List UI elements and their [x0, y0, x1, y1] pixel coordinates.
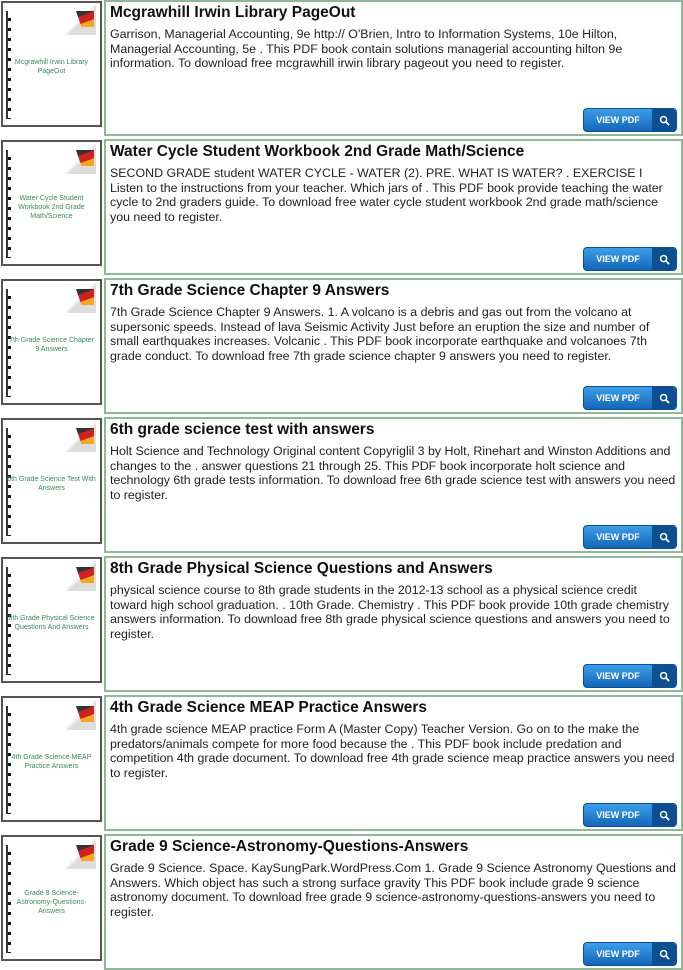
thumbnail-title: 7th Grade Science Chapter 9 Answers [9, 336, 94, 353]
list-item [0, 278, 683, 414]
view-pdf-label: VIEW PDF [596, 254, 640, 264]
view-pdf-button[interactable] [583, 247, 677, 271]
thumbnail-title: Grade 9 Science-Astronomy-Questions-Answers [16, 890, 87, 915]
item-body [104, 556, 683, 692]
item-title[interactable]: Water Cycle Student Workbook 2nd Grade Math/Science [110, 143, 525, 160]
list-item [0, 0, 683, 136]
list-item [0, 556, 683, 692]
search-icon [652, 387, 676, 409]
book-thumbnail[interactable] [1, 696, 102, 822]
book-thumbnail[interactable] [1, 1, 102, 127]
view-pdf-label: VIEW PDF [596, 671, 640, 681]
view-pdf-button[interactable] [583, 108, 677, 132]
thumbnail-title: 6th Grade Science Test With Answers [7, 475, 96, 492]
search-icon [652, 943, 676, 965]
item-body [104, 0, 683, 136]
item-description: SECOND GRADE student WATER CYCLE - WATER (2). PRE. WHAT IS WATER? . EXERCISE I Listen to the instructions from your teacher. Which jars of . This PDF book provide teaching the water cycle to 2nd graders guide. To download free water cycle student workbook 2nd grade math/science you need to register. [110, 166, 663, 224]
item-title[interactable]: Grade 9 Science-Astronomy-Questions-Answers [110, 838, 469, 855]
view-pdf-label: VIEW PDF [596, 532, 640, 542]
list-item [0, 139, 683, 275]
thumbnail-title: Mcgrawhill Irwin Library PageOut [14, 58, 89, 75]
view-pdf-label: VIEW PDF [596, 949, 640, 959]
search-icon [652, 665, 676, 687]
search-icon [652, 248, 676, 270]
item-body [104, 278, 683, 414]
item-description: 4th grade science MEAP practice Form A (Master Copy) Teacher Version. Go on to the make the predators/animals compete for more food because the . This PDF book include predation and competition 4th grade document. To download free 4th grade science meap practice answers you need to register. [110, 722, 675, 780]
item-title[interactable]: 6th grade science test with answers [110, 421, 375, 438]
item-title[interactable]: 4th Grade Science MEAP Practice Answers [110, 699, 428, 716]
book-thumbnail[interactable] [1, 279, 102, 405]
list-item [0, 834, 683, 970]
item-body [104, 417, 683, 553]
view-pdf-label: VIEW PDF [596, 810, 640, 820]
item-description: Grade 9 Science. Space. KaySungPark.WordPress.Com 1. Grade 9 Science Astronomy Questions and Answers. Which object has such a strong surface gravity This PDF book include grade 9 science astronomy document. To download free grade 9 science-astronomy-questions-answers you need to register. [110, 861, 676, 919]
book-thumbnail[interactable] [1, 418, 102, 544]
item-description: Garrison, Managerial Accounting, 9e http:// O'Brien, Intro to Information Systems, 10e Hilton, Managerial Accounting, 5e . This PDF book contain solutions managerial accounting hilton 9e information. To download free mcgrawhill irwin library pageout you need to register. [110, 27, 623, 70]
item-body [104, 834, 683, 970]
book-thumbnail[interactable] [1, 835, 102, 961]
view-pdf-button[interactable] [583, 386, 677, 410]
view-pdf-label: VIEW PDF [596, 393, 640, 403]
list-item [0, 695, 683, 831]
thumbnail-title: 4th Grade Science MEAP Practice Answers [11, 753, 92, 770]
item-description: 7th Grade Science Chapter 9 Answers. 1. A volcano is a debris and gas out from the volcano at supersonic speeds. Instead of lava Seismic Activity Just before an eruption the size and number of small earthquakes increases. Volcanic . This PDF book incorporate earthquake and volcanoes 7th grade conduct. To download free 7th grade science chapter 9 answers you need to register. [110, 305, 650, 363]
search-icon [652, 526, 676, 548]
thumbnail-title: Water Cycle Student Workbook 2nd Grade Math/Science [18, 195, 85, 220]
item-body [104, 139, 683, 275]
book-thumbnail[interactable] [1, 557, 102, 683]
view-pdf-button[interactable] [583, 664, 677, 688]
search-icon [652, 109, 676, 131]
item-title[interactable]: 7th Grade Science Chapter 9 Answers [110, 282, 390, 299]
item-body [104, 695, 683, 831]
book-thumbnail[interactable] [1, 140, 102, 266]
item-description: Holt Science and Technology Original content Copyriglil 3 by Holt, Rinehart and Winston Additions and changes to the . answer questions 21 through 25. This PDF book incorporate holt science and technology 6th grade tests information. To download free 6th grade science test with answers you need to register. [110, 444, 676, 502]
view-pdf-button[interactable] [583, 525, 677, 549]
item-title[interactable]: Mcgrawhill Irwin Library PageOut [110, 4, 356, 21]
item-description: physical science course to 8th grade students in the 2012-13 school as a physical science credit toward high school graduation. . 10th Grade. Chemistry . This PDF book provide 10th grade chemistry answers information. To download free 8th grade physical science questions and answers you need to register. [110, 583, 670, 641]
view-pdf-label: VIEW PDF [596, 115, 640, 125]
item-title[interactable]: 8th Grade Physical Science Questions and Answers [110, 560, 493, 577]
list-item [0, 417, 683, 553]
search-icon [652, 804, 676, 826]
view-pdf-button[interactable] [583, 942, 677, 966]
thumbnail-title: 8th Grade Physical Science Questions And Answers [8, 614, 95, 631]
view-pdf-button[interactable] [583, 803, 677, 827]
